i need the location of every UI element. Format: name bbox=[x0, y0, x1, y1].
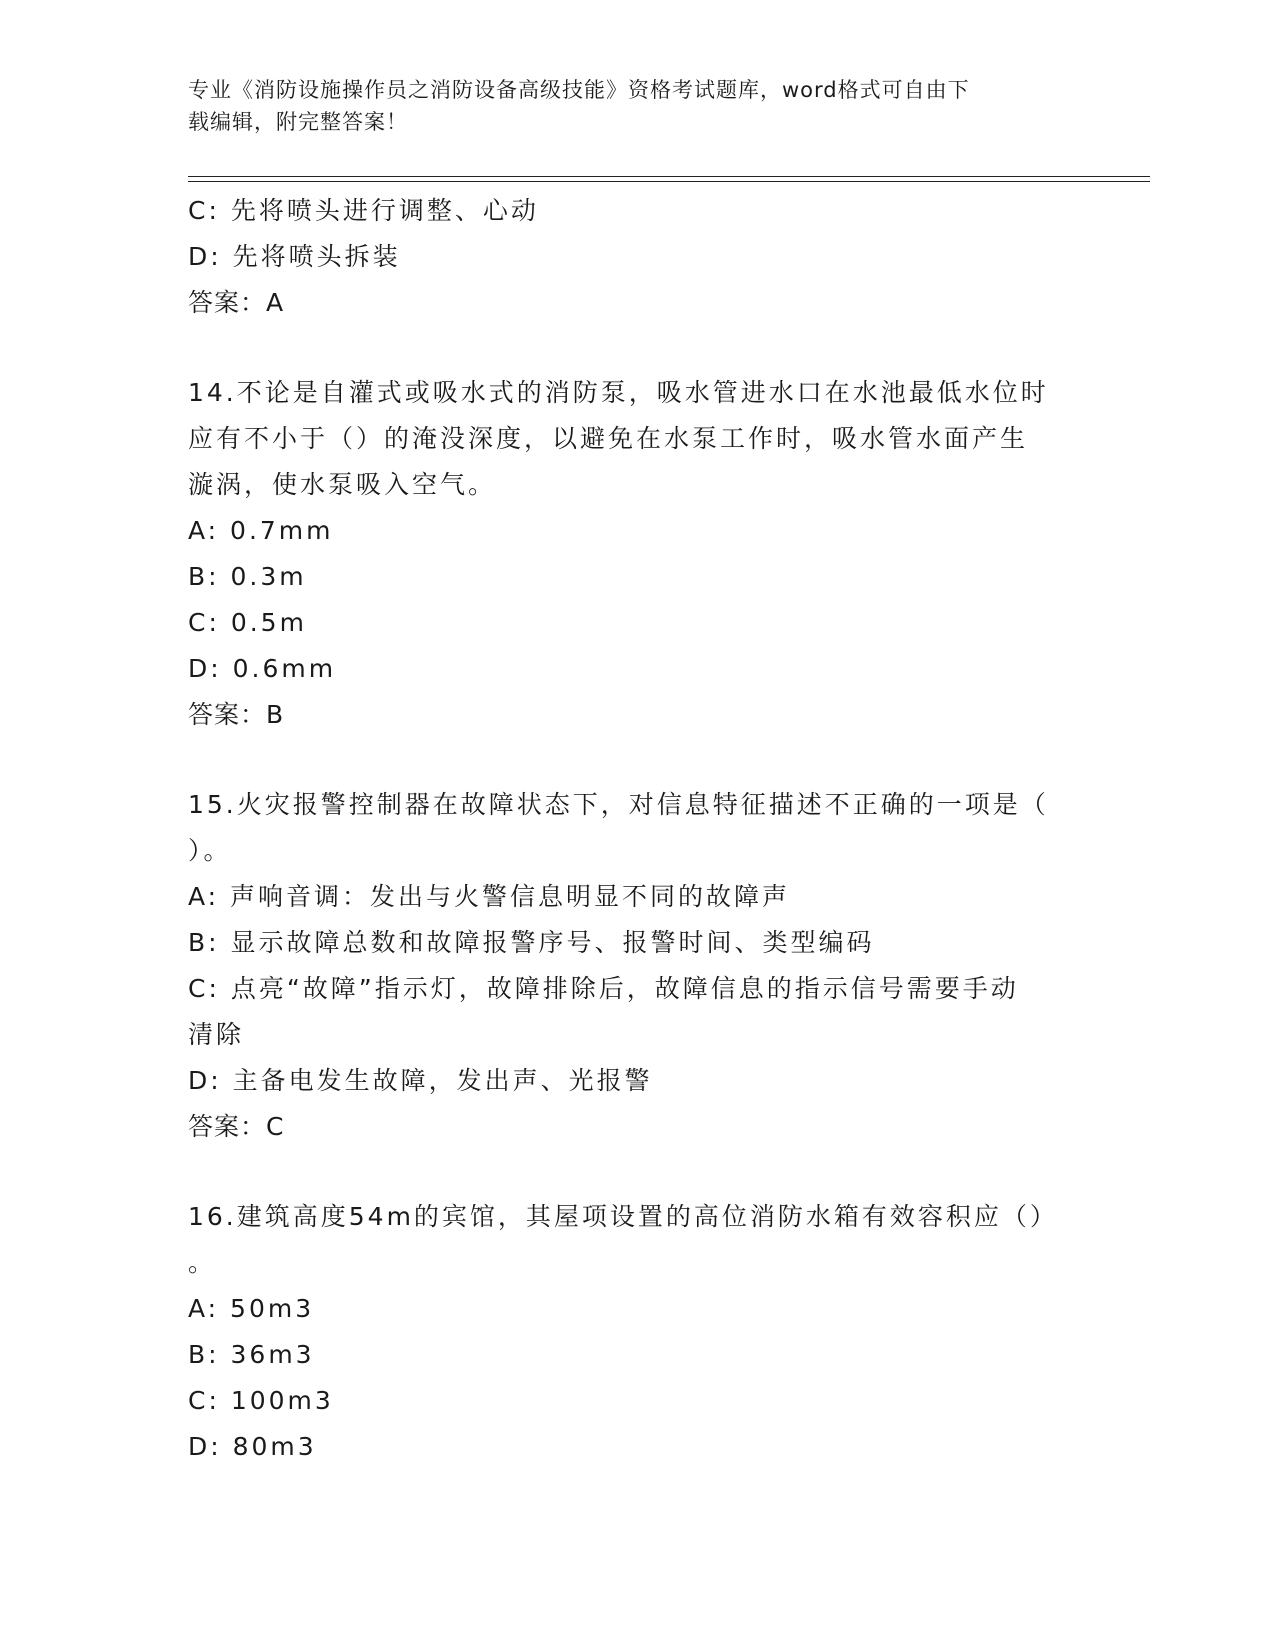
answer: 答案：B bbox=[188, 700, 285, 729]
option-b: B: 显示故障总数和故障报警序号、报警时间、类型编码 bbox=[188, 928, 875, 957]
option-d: D: 0.6mm bbox=[188, 654, 337, 683]
question-14 bbox=[188, 370, 1088, 738]
header-line-2: 载编辑，附完整答案！ bbox=[188, 110, 408, 134]
option-d: D: 80m3 bbox=[188, 1432, 317, 1461]
option-d: D: 先将喷头拆装 bbox=[188, 242, 401, 271]
question-15 bbox=[188, 782, 1088, 1150]
document-header bbox=[188, 74, 1068, 138]
question-text-line: 15.火灾报警控制器在故障状态下，对信息特征描述不正确的一项是（ bbox=[188, 790, 1049, 819]
answer: 答案：A bbox=[188, 288, 285, 317]
header-divider-thin bbox=[188, 181, 1150, 182]
question-text-line: 14.不论是自灌式或吸水式的消防泵，吸水管进水口在水池最低水位时 bbox=[188, 378, 1049, 407]
option-a: A: 声响音调：发出与火警信息明显不同的故障声 bbox=[188, 882, 791, 911]
question-text-line: 。 bbox=[188, 1248, 217, 1277]
header-divider-thick bbox=[188, 176, 1150, 177]
option-c: C: 0.5m bbox=[188, 608, 307, 637]
question-13-tail bbox=[188, 188, 1088, 326]
question-text-line: 漩涡，使水泵吸入空气。 bbox=[188, 470, 497, 499]
option-c: C: 100m3 bbox=[188, 1386, 334, 1415]
question-list bbox=[188, 188, 1088, 1470]
header-line-1: 专业《消防设施操作员之消防设备高级技能》资格考试题库，word格式可自由下 bbox=[188, 78, 970, 102]
spacer bbox=[188, 326, 1088, 370]
question-text-line: 16.建筑高度54m的宾馆，其屋项设置的高位消防水箱有效容积应（） bbox=[188, 1202, 1058, 1231]
spacer bbox=[188, 1150, 1088, 1194]
option-b: B: 36m3 bbox=[188, 1340, 315, 1369]
option-c-continued: 清除 bbox=[188, 1020, 245, 1049]
question-text-line: ）。 bbox=[188, 836, 232, 865]
question-16 bbox=[188, 1194, 1088, 1470]
option-a: A: 0.7mm bbox=[188, 516, 334, 545]
option-c: C: 点亮“故障”指示灯，故障排除后，故障信息的指示信号需要手动 bbox=[188, 974, 1019, 1003]
spacer bbox=[188, 738, 1088, 782]
option-b: B: 0.3m bbox=[188, 562, 307, 591]
option-d: D: 主备电发生故障，发出声、光报警 bbox=[188, 1066, 653, 1095]
question-text-line: 应有不小于（）的淹没深度，以避免在水泵工作时，吸水管水面产生 bbox=[188, 424, 1029, 453]
answer: 答案：C bbox=[188, 1112, 285, 1141]
option-a: A: 50m3 bbox=[188, 1294, 315, 1323]
option-c: C: 先将喷头进行调整、心动 bbox=[188, 196, 539, 225]
